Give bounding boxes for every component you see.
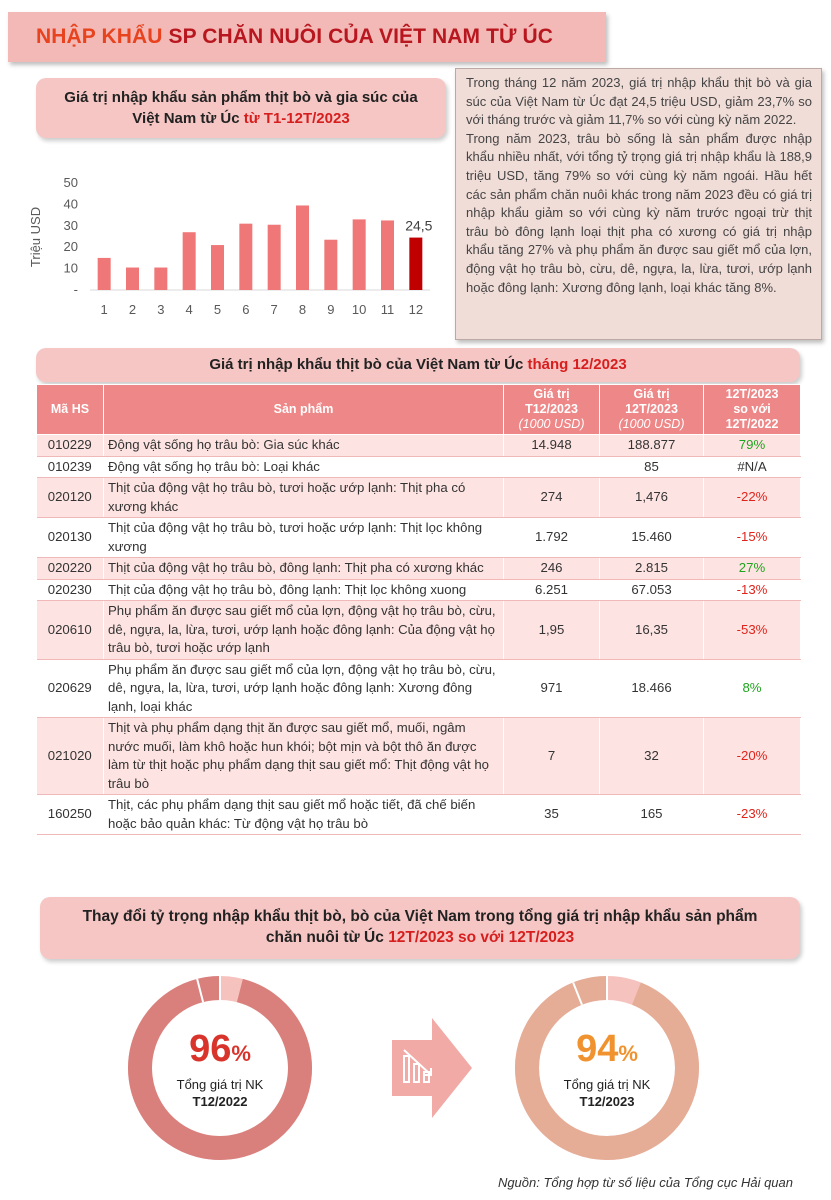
chart-title-line2-plain: Việt Nam từ Úc — [132, 110, 240, 127]
page-title — [36, 25, 553, 49]
share-title-line2 — [40, 927, 800, 948]
hs-code-cell: 020220 — [37, 558, 104, 580]
table-row — [37, 518, 801, 558]
bar-month-12 — [409, 238, 422, 290]
product-cell: Thịt và phụ phẩm dạng thịt ăn được sau giết mổ, muối, ngâm nước muối, làm khô hoặc hun khói; bột mịn và bột thô ăn được làm từ thịt hoặc phụ phẩm dạng thịt sau giết mổ: Thịt động vật họ trâu bò — [104, 718, 504, 795]
share-title-line2-plain: chăn nuôi từ Úc — [265, 929, 384, 946]
summary-paragraph-2: Trong năm 2023, trâu bò sống là sản phẩm được nhập khẩu nhiều nhất, với tổng tỷ trọng giá trị nhập khẩu là 188,9 triệu USD, tăng 79% so với cùng kỳ năm ngoái. Hầu hết các sản phẩm chăn nuôi khác trong năm 2023 đều có giá trị nhập khẩu giảm so với cùng kỳ năm trước ngoại trừ thịt trâu bò đông lạnh loại thịt pha có xương có giá trị nhập khẩu tăng 27% và phụ phẩm ăn được sau giết mổ của lợn, động vật họ trâu bò, cừu, dê, ngựa, la, lừa, tươi, ướp lạnh hoặc đông lạnh: Xương đông lạnh, loại khác tăng 8%. — [466, 130, 812, 295]
share-donuts — [0, 965, 831, 1165]
share-title-line2-red: 12T/2023 so với 12T/2023 — [388, 929, 575, 946]
share-section-title — [40, 897, 800, 959]
change-cell: -23% — [704, 795, 801, 835]
ytd-value-cell: 16,35 — [600, 601, 704, 660]
x-tick-label: 10 — [351, 302, 367, 317]
x-tick-label: 11 — [380, 302, 395, 317]
ytd-value-cell: 165 — [600, 795, 704, 835]
y-tick-label: - — [73, 282, 78, 297]
ytd-value-cell: 67.053 — [600, 579, 704, 601]
table-row — [37, 718, 801, 795]
share-title-line1: Thay đổi tỷ trọng nhập khẩu thịt bò, bò của Việt Nam trong tổng giá trị nhập khẩu sản phẩm — [82, 908, 758, 925]
table-row — [37, 478, 801, 518]
donut-left-label — [130, 1027, 310, 1110]
product-cell: Động vật sống họ trâu bò: Gia súc khác — [104, 435, 504, 457]
ytd-value-cell: 32 — [600, 718, 704, 795]
donut-left-caption: Tổng giá trị NK — [176, 1077, 264, 1092]
bar-data-label: 24,5 — [405, 217, 433, 234]
x-tick-label: 7 — [270, 302, 278, 317]
y-tick-label: 20 — [63, 239, 78, 255]
x-tick-label: 3 — [157, 302, 165, 317]
table-row — [37, 795, 801, 835]
y-tick-label: 40 — [63, 196, 78, 212]
table-row — [37, 456, 801, 478]
product-cell: Thịt của động vật họ trâu bò, đông lạnh: Thịt pha có xương khác — [104, 558, 504, 580]
hs-code-cell: 010229 — [37, 435, 104, 457]
month-value-cell: 1.792 — [504, 518, 600, 558]
bar-month-8 — [296, 205, 309, 290]
hs-code-cell: 020629 — [37, 659, 104, 718]
hs-code-cell: 020230 — [37, 579, 104, 601]
donut-right-period: T12/2023 — [579, 1094, 635, 1109]
page-title-highlight: NHẬP KHẨU — [36, 25, 163, 48]
ytd-value-cell: 188.877 — [600, 435, 704, 457]
change-cell: 27% — [704, 558, 801, 580]
month-value-cell: 6.251 — [504, 579, 600, 601]
product-cell: Thịt, các phụ phẩm dạng thịt sau giết mổ hoặc tiết, đã chế biến hoặc bảo quản khác: Từ động vật họ trâu bò — [104, 795, 504, 835]
hs-code-cell: 020130 — [37, 518, 104, 558]
hs-code-cell: 010239 — [37, 456, 104, 478]
chart-title-line2-red: từ T1-12T/2023 — [243, 110, 350, 127]
month-value-cell: 1,95 — [504, 601, 600, 660]
month-value-cell: 14.948 — [504, 435, 600, 457]
month-value-cell: 274 — [504, 478, 600, 518]
donut-right-caption: Tổng giá trị NK — [563, 1077, 651, 1092]
y-axis-label: Triệu USD — [28, 206, 43, 268]
y-tick-label: 10 — [63, 260, 78, 276]
y-tick-label: 50 — [63, 175, 78, 190]
x-tick-label: 2 — [128, 302, 137, 317]
summary-textbox — [455, 68, 822, 340]
change-cell: #N/A — [704, 456, 801, 478]
product-cell: Động vật sống họ trâu bò: Loại khác — [104, 456, 504, 478]
bar-month-9 — [324, 240, 337, 290]
bar-month-10 — [353, 219, 366, 290]
product-cell: Phụ phẩm ăn được sau giết mổ của lợn, động vật họ trâu bò, cừu, dê, ngựa, la, lừa, tươi, ướp lạnh hoặc đông lạnh: Xương đông lạnh, loại khác — [104, 659, 504, 718]
donut-right-label — [517, 1027, 697, 1110]
bar-month-7 — [268, 225, 281, 290]
x-tick-label: 9 — [327, 302, 335, 317]
month-value-cell — [504, 456, 600, 478]
month-value-cell: 246 — [504, 558, 600, 580]
col-header-month-value: Giá trị T12/2023 (1000 USD) — [504, 385, 600, 435]
product-cell: Thịt của động vật họ trâu bò, đông lạnh: Thịt lọc không xuong — [104, 579, 504, 601]
hs-code-cell: 160250 — [37, 795, 104, 835]
bar-month-2 — [126, 268, 139, 290]
donut-left-period: T12/2022 — [192, 1094, 248, 1109]
product-cell: Phụ phẩm ăn được sau giết mổ của lợn, động vật họ trâu bò, cừu, dê, ngựa, la, lừa, tươi, ướp lạnh hoặc đông lạnh: Của động vật họ trâu bò, tươi hoặc ướp lạnh — [104, 601, 504, 660]
x-tick-label: 6 — [242, 302, 250, 317]
product-cell: Thịt của động vật họ trâu bò, tươi hoặc ướp lạnh: Thịt lọc không xương — [104, 518, 504, 558]
x-tick-label: 1 — [100, 302, 108, 317]
monthly-bar-chart — [20, 170, 440, 330]
x-tick-label: 8 — [298, 302, 307, 317]
col-header-change: 12T/2023 so với 12T/2022 — [704, 385, 801, 435]
bar-month-6 — [239, 224, 252, 290]
month-value-cell: 35 — [504, 795, 600, 835]
bar-month-4 — [183, 232, 196, 290]
col-header-product: Sản phẩm — [104, 385, 504, 435]
summary-paragraph-1: Trong tháng 12 năm 2023, giá trị nhập khẩu thịt bò và gia súc của Việt Nam từ Úc đạt 24,5 triệu USD, giảm 23,7% so với tháng trước và giảm 11,7% so với cùng kỳ năm 2022. — [466, 75, 812, 128]
import-table — [36, 384, 801, 835]
change-cell: -20% — [704, 718, 801, 795]
month-value-cell: 7 — [504, 718, 600, 795]
change-cell: -22% — [704, 478, 801, 518]
table-row — [37, 659, 801, 718]
ytd-value-cell: 1,476 — [600, 478, 704, 518]
hs-code-cell: 021020 — [37, 718, 104, 795]
change-cell: 8% — [704, 659, 801, 718]
header-banner — [8, 12, 606, 62]
bar-month-1 — [98, 258, 111, 290]
hs-code-cell: 020610 — [37, 601, 104, 660]
bar-month-11 — [381, 220, 394, 290]
chart-title — [36, 78, 446, 138]
hs-code-cell: 020120 — [37, 478, 104, 518]
table-title-plain: Giá trị nhập khẩu thịt bò của Việt Nam từ Úc — [209, 356, 524, 373]
ytd-value-cell: 2.815 — [600, 558, 704, 580]
source-note: Nguồn: Tổng hợp từ số liệu của Tổng cục Hải quan — [497, 1175, 793, 1190]
col-header-code: Mã HS — [37, 385, 104, 435]
x-tick-label: 4 — [185, 302, 193, 317]
donut-right-value: 94% — [576, 1028, 638, 1070]
chart-title-line1: Giá trị nhập khẩu sản phẩm thịt bò và gia súc của — [64, 89, 418, 106]
donut-left-value: 96% — [189, 1028, 251, 1070]
change-cell: -15% — [704, 518, 801, 558]
ytd-value-cell: 15.460 — [600, 518, 704, 558]
product-cell: Thịt của động vật họ trâu bò, tươi hoặc ướp lạnh: Thịt pha có xương khác — [104, 478, 504, 518]
col-header-ytd-value: Giá trị 12T/2023 (1000 USD) — [600, 385, 704, 435]
decrease-arrow — [392, 1018, 472, 1118]
bar-month-5 — [211, 245, 224, 290]
table-row — [37, 435, 801, 457]
x-tick-label: 12 — [408, 302, 424, 317]
table-row — [37, 601, 801, 660]
table-title-red: tháng 12/2023 — [527, 356, 627, 373]
page-title-rest: SP CHĂN NUÔI CỦA VIỆT NAM TỪ ÚC — [168, 25, 554, 48]
table-row — [37, 558, 801, 580]
change-cell: -53% — [704, 601, 801, 660]
change-cell: 79% — [704, 435, 801, 457]
ytd-value-cell: 18.466 — [600, 659, 704, 718]
month-value-cell: 971 — [504, 659, 600, 718]
ytd-value-cell: 85 — [600, 456, 704, 478]
table-title — [36, 348, 800, 382]
chart-title-line2 — [36, 108, 446, 129]
table-header-row — [37, 385, 801, 435]
x-tick-label: 5 — [213, 302, 222, 317]
bar-month-3 — [154, 268, 167, 290]
y-tick-label: 30 — [63, 217, 78, 233]
change-cell: -13% — [704, 579, 801, 601]
table-row — [37, 579, 801, 601]
